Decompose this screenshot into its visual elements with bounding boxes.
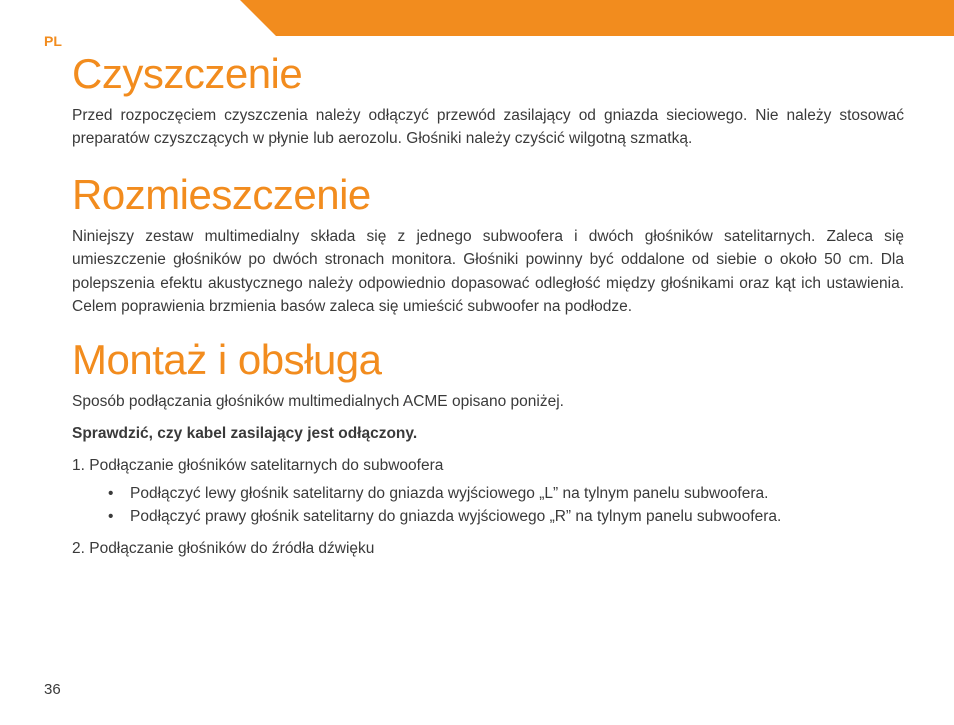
step-1-bullet-list xyxy=(72,482,904,529)
language-tag: PL xyxy=(44,33,62,49)
paragraph-cleaning: Przed rozpoczęciem czyszczenia należy odłączyć przewód zasilający od gniazda sieciowego. Nie należy stosować preparatów czyszczących w płynie lub aerozolu. Głośniki należy czyścić wilgotną szmatką. xyxy=(72,107,904,148)
section-title-installation: Montaż i obsługa xyxy=(72,336,382,384)
step-2-heading: 2. Podłączanie głośników do źródła dźwięku xyxy=(72,540,375,558)
page-number: 36 xyxy=(44,681,61,698)
page-content xyxy=(72,50,904,561)
section-title-placement: Rozmieszczenie xyxy=(72,170,371,218)
paragraph-installation-intro: Sposób podłączania głośników multimedialnych ACME opisano poniżej. xyxy=(72,393,564,411)
paragraph-installation-warning: Sprawdzić, czy kabel zasilający jest odłączony. xyxy=(72,424,418,442)
bullet-item: • Podłączyć lewy głośnik satelitarny do gniazda wyjściowego „L” na tylnym panelu subwoofera. xyxy=(130,482,904,505)
section-title-cleaning: Czyszczenie xyxy=(72,50,303,97)
step-1-heading: 1. Podłączanie głośników satelitarnych do subwoofera xyxy=(72,457,444,475)
header-banner xyxy=(0,0,954,36)
bullet-item: • Podłączyć prawy głośnik satelitarny do gniazda wyjściowego „R” na tylnym panelu subwoofera. xyxy=(130,505,904,528)
paragraph-placement: Niniejszy zestaw multimedialny składa się z jednego subwoofera i dwóch głośników satelitarnych. Zaleca się umieszczenie głośników po dwóch stronach monitora. Głośniki powinny być oddalone od siebie o około 50 cm. Dla polepszenia efektu akustycznego należy odpowiednio dopasować odległość między głośnikami oraz kąt ich ustawienia. Celem poprawienia brzmienia basów zaleca się umieścić subwoofer na podłodze. xyxy=(72,227,904,316)
